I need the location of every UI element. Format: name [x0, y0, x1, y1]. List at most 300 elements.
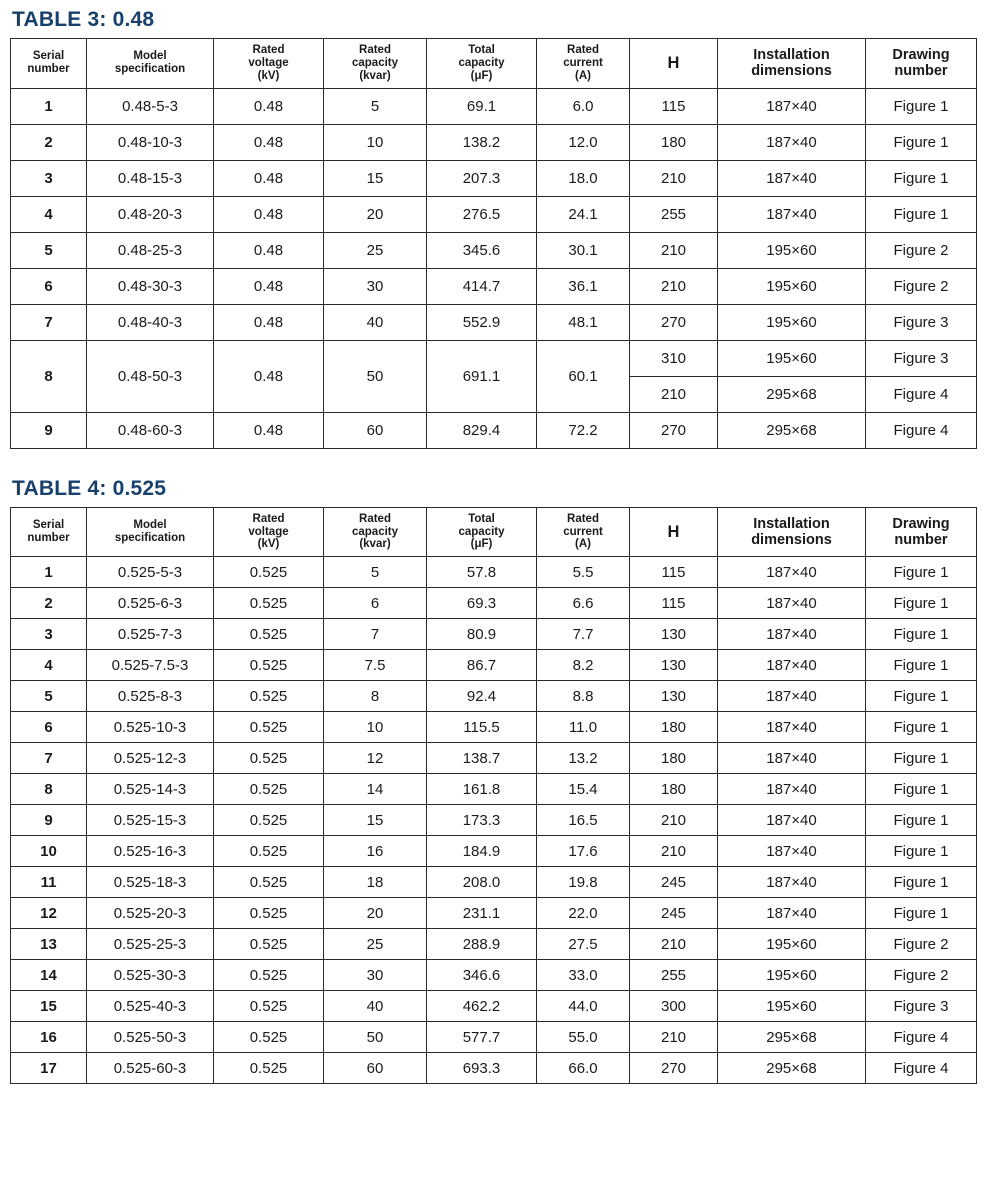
cell-drawing: Figure 1	[866, 124, 977, 160]
cell-drawing: Figure 4	[866, 412, 977, 448]
cell-serial: 4	[11, 196, 87, 232]
header-line: Installation	[753, 515, 830, 532]
cell-installation: 187×40	[718, 557, 866, 588]
cell-total-capacity: 92.4	[427, 681, 537, 712]
cell-total-capacity: 691.1	[427, 340, 537, 412]
cell-voltage: 0.525	[214, 1022, 324, 1053]
cell-installation: 187×40	[718, 681, 866, 712]
cell-model: 0.48-40-3	[87, 304, 214, 340]
table-row	[11, 619, 977, 650]
cell-voltage: 0.48	[214, 412, 324, 448]
table-row	[11, 681, 977, 712]
cell-serial: 7	[11, 743, 87, 774]
cell-height: 245	[630, 898, 718, 929]
cell-capacity: 6	[324, 588, 427, 619]
cell-model: 0.525-25-3	[87, 929, 214, 960]
cell-capacity: 30	[324, 960, 427, 991]
table-row	[11, 340, 977, 376]
cell-total-capacity: 462.2	[427, 991, 537, 1022]
cell-model: 0.525-5-3	[87, 557, 214, 588]
cell-total-capacity: 86.7	[427, 650, 537, 681]
cell-current: 19.8	[537, 867, 630, 898]
table-row	[11, 836, 977, 867]
cell-drawing: Figure 1	[866, 681, 977, 712]
cell-total-capacity: 288.9	[427, 929, 537, 960]
header-rated-capacity	[324, 39, 427, 89]
cell-current: 6.6	[537, 588, 630, 619]
cell-capacity: 60	[324, 1053, 427, 1084]
table-row	[11, 160, 977, 196]
cell-installation: 187×40	[718, 712, 866, 743]
cell-serial: 5	[11, 681, 87, 712]
cell-model: 0.48-10-3	[87, 124, 214, 160]
cell-capacity: 7.5	[324, 650, 427, 681]
header-height	[630, 507, 718, 557]
cell-installation: 187×40	[718, 124, 866, 160]
cell-serial: 10	[11, 836, 87, 867]
cell-capacity: 20	[324, 196, 427, 232]
cell-drawing: Figure 2	[866, 232, 977, 268]
cell-current: 60.1	[537, 340, 630, 412]
cell-total-capacity: 80.9	[427, 619, 537, 650]
cell-drawing: Figure 1	[866, 898, 977, 929]
cell-serial: 17	[11, 1053, 87, 1084]
cell-current: 11.0	[537, 712, 630, 743]
cell-current: 22.0	[537, 898, 630, 929]
table-row	[11, 867, 977, 898]
cell-drawing: Figure 2	[866, 929, 977, 960]
header-line: Rated	[567, 44, 599, 56]
header-line: (kvar)	[359, 538, 391, 551]
table-row	[11, 712, 977, 743]
cell-serial: 3	[11, 619, 87, 650]
cell-drawing: Figure 1	[866, 160, 977, 196]
header-rated-voltage	[214, 507, 324, 557]
cell-height: 270	[630, 412, 718, 448]
cell-current: 66.0	[537, 1053, 630, 1084]
cell-drawing: Figure 1	[866, 619, 977, 650]
cell-height: 180	[630, 743, 718, 774]
cell-height: 210	[630, 160, 718, 196]
cell-voltage: 0.525	[214, 681, 324, 712]
cell-current: 24.1	[537, 196, 630, 232]
cell-model: 0.525-50-3	[87, 1022, 214, 1053]
cell-model: 0.525-12-3	[87, 743, 214, 774]
cell-serial: 12	[11, 898, 87, 929]
cell-current: 33.0	[537, 960, 630, 991]
cell-total-capacity: 552.9	[427, 304, 537, 340]
header-line: Installation	[753, 47, 830, 64]
cell-current: 16.5	[537, 805, 630, 836]
cell-voltage: 0.525	[214, 557, 324, 588]
header-line: number	[27, 531, 70, 544]
header-line: (kvar)	[359, 69, 391, 82]
cell-model: 0.525-14-3	[87, 774, 214, 805]
cell-height: 180	[630, 712, 718, 743]
cell-height: 180	[630, 774, 718, 805]
cell-total-capacity: 69.1	[427, 88, 537, 124]
table-4-header-row	[11, 507, 977, 557]
cell-height: 270	[630, 1053, 718, 1084]
table-row	[11, 232, 977, 268]
cell-voltage: 0.525	[214, 960, 324, 991]
cell-installation: 195×60	[718, 991, 866, 1022]
header-line: Rated	[359, 44, 391, 56]
cell-height: 210	[630, 232, 718, 268]
cell-serial: 16	[11, 1022, 87, 1053]
table-row	[11, 124, 977, 160]
header-rated-current	[537, 39, 630, 89]
cell-capacity: 60	[324, 412, 427, 448]
cell-drawing: Figure 4	[866, 1022, 977, 1053]
table-row	[11, 1022, 977, 1053]
cell-installation: 187×40	[718, 743, 866, 774]
table-row	[11, 960, 977, 991]
cell-installation: 295×68	[718, 1053, 866, 1084]
cell-current: 30.1	[537, 232, 630, 268]
table-4-title: TABLE 4: 0.525	[12, 476, 167, 500]
cell-serial: 8	[11, 340, 87, 412]
header-line: number	[894, 63, 948, 80]
header-line: H	[667, 54, 680, 73]
cell-height: 210	[630, 805, 718, 836]
cell-serial: 5	[11, 232, 87, 268]
cell-installation: 295×68	[718, 412, 866, 448]
cell-voltage: 0.525	[214, 1053, 324, 1084]
table-3-header-row	[11, 39, 977, 89]
header-line: Rated	[567, 512, 599, 525]
header-line: number	[27, 63, 70, 76]
table-3-title: TABLE 3: 0.48	[12, 8, 155, 31]
cell-installation: 187×40	[718, 774, 866, 805]
table-row	[11, 650, 977, 681]
cell-installation: 195×60	[718, 929, 866, 960]
cell-voltage: 0.48	[214, 268, 324, 304]
cell-drawing: Figure 1	[866, 588, 977, 619]
cell-drawing: Figure 3	[866, 991, 977, 1022]
cell-serial: 2	[11, 588, 87, 619]
header-serial-number	[11, 507, 87, 557]
header-line: (kV)	[257, 538, 280, 551]
cell-serial: 4	[11, 650, 87, 681]
header-line: specification	[114, 63, 186, 76]
cell-total-capacity: 208.0	[427, 867, 537, 898]
cell-model: 0.525-40-3	[87, 991, 214, 1022]
cell-capacity: 25	[324, 929, 427, 960]
cell-voltage: 0.525	[214, 898, 324, 929]
cell-drawing: Figure 1	[866, 867, 977, 898]
cell-height: 115	[630, 557, 718, 588]
cell-drawing: Figure 2	[866, 960, 977, 991]
header-line: Drawing	[892, 47, 950, 64]
cell-serial: 2	[11, 124, 87, 160]
cell-model: 0.525-10-3	[87, 712, 214, 743]
table-row	[11, 991, 977, 1022]
cell-installation: 187×40	[718, 867, 866, 898]
header-line: (kV)	[257, 69, 280, 82]
cell-serial: 15	[11, 991, 87, 1022]
cell-installation: 187×40	[718, 88, 866, 124]
cell-total-capacity: 276.5	[427, 196, 537, 232]
table-row	[11, 898, 977, 929]
header-line: Serial	[32, 50, 65, 63]
cell-installation: 195×60	[718, 304, 866, 340]
header-line: capacity	[351, 525, 399, 538]
cell-total-capacity: 207.3	[427, 160, 537, 196]
cell-serial: 6	[11, 712, 87, 743]
cell-model: 0.48-5-3	[87, 88, 214, 124]
header-line: capacity	[458, 56, 505, 69]
cell-installation: 187×40	[718, 160, 866, 196]
header-line: Model	[133, 519, 167, 532]
cell-total-capacity: 115.5	[427, 712, 537, 743]
cell-height: 115	[630, 588, 718, 619]
cell-drawing: Figure 3	[866, 340, 977, 376]
header-line: (μF)	[470, 69, 493, 82]
cell-installation: 195×60	[718, 960, 866, 991]
cell-serial: 3	[11, 160, 87, 196]
header-rated-current	[537, 507, 630, 557]
cell-voltage: 0.525	[214, 712, 324, 743]
header-line: capacity	[351, 56, 399, 69]
cell-capacity: 30	[324, 268, 427, 304]
cell-model: 0.48-50-3	[87, 340, 214, 412]
cell-capacity: 5	[324, 88, 427, 124]
cell-current: 8.8	[537, 681, 630, 712]
cell-capacity: 12	[324, 743, 427, 774]
cell-total-capacity: 138.7	[427, 743, 537, 774]
cell-model: 0.48-30-3	[87, 268, 214, 304]
cell-total-capacity: 173.3	[427, 805, 537, 836]
cell-total-capacity: 693.3	[427, 1053, 537, 1084]
cell-drawing: Figure 1	[866, 712, 977, 743]
cell-drawing: Figure 1	[866, 836, 977, 867]
cell-model: 0.48-60-3	[87, 412, 214, 448]
header-line: current	[563, 525, 603, 538]
cell-drawing: Figure 1	[866, 774, 977, 805]
cell-installation: 195×60	[718, 232, 866, 268]
cell-serial: 8	[11, 774, 87, 805]
cell-drawing: Figure 4	[866, 376, 977, 412]
cell-capacity: 7	[324, 619, 427, 650]
cell-installation: 187×40	[718, 805, 866, 836]
header-installation-dimensions	[718, 39, 866, 89]
cell-capacity: 18	[324, 867, 427, 898]
cell-model: 0.525-7.5-3	[87, 650, 214, 681]
header-line: voltage	[248, 56, 289, 69]
cell-current: 36.1	[537, 268, 630, 304]
table-row	[11, 412, 977, 448]
cell-current: 72.2	[537, 412, 630, 448]
header-line: capacity	[458, 525, 505, 538]
cell-model: 0.525-18-3	[87, 867, 214, 898]
cell-current: 15.4	[537, 774, 630, 805]
cell-total-capacity: 577.7	[427, 1022, 537, 1053]
header-line: Drawing	[892, 515, 950, 532]
header-line: (μF)	[470, 538, 493, 551]
table-row	[11, 268, 977, 304]
cell-drawing: Figure 1	[866, 743, 977, 774]
cell-capacity: 40	[324, 991, 427, 1022]
header-model-specification	[87, 39, 214, 89]
cell-capacity: 50	[324, 340, 427, 412]
cell-height: 310	[630, 340, 718, 376]
table-row	[11, 304, 977, 340]
cell-height: 270	[630, 304, 718, 340]
cell-model: 0.525-20-3	[87, 898, 214, 929]
cell-voltage: 0.48	[214, 196, 324, 232]
header-line: (A)	[575, 538, 591, 551]
cell-drawing: Figure 3	[866, 304, 977, 340]
table-row	[11, 588, 977, 619]
cell-voltage: 0.525	[214, 805, 324, 836]
cell-capacity: 10	[324, 712, 427, 743]
cell-voltage: 0.525	[214, 619, 324, 650]
cell-drawing: Figure 2	[866, 268, 977, 304]
cell-height: 245	[630, 867, 718, 898]
cell-model: 0.525-6-3	[87, 588, 214, 619]
cell-total-capacity: 57.8	[427, 557, 537, 588]
cell-voltage: 0.525	[214, 588, 324, 619]
cell-model: 0.48-25-3	[87, 232, 214, 268]
cell-drawing: Figure 1	[866, 88, 977, 124]
cell-total-capacity: 829.4	[427, 412, 537, 448]
cell-current: 27.5	[537, 929, 630, 960]
header-height	[630, 39, 718, 89]
header-line: (A)	[575, 69, 591, 82]
cell-capacity: 15	[324, 805, 427, 836]
cell-height: 300	[630, 991, 718, 1022]
cell-current: 6.0	[537, 88, 630, 124]
header-line: current	[563, 56, 603, 69]
header-line: specification	[114, 531, 186, 544]
header-installation-dimensions	[718, 507, 866, 557]
cell-voltage: 0.525	[214, 867, 324, 898]
cell-voltage: 0.48	[214, 340, 324, 412]
cell-capacity: 25	[324, 232, 427, 268]
cell-voltage: 0.48	[214, 304, 324, 340]
cell-voltage: 0.48	[214, 160, 324, 196]
cell-model: 0.525-7-3	[87, 619, 214, 650]
header-model-specification	[87, 507, 214, 557]
cell-voltage: 0.48	[214, 232, 324, 268]
cell-installation: 187×40	[718, 619, 866, 650]
cell-installation: 187×40	[718, 836, 866, 867]
header-total-capacity	[427, 39, 537, 89]
cell-installation: 187×40	[718, 898, 866, 929]
cell-current: 12.0	[537, 124, 630, 160]
header-line: number	[894, 531, 948, 548]
table-row	[11, 743, 977, 774]
cell-height: 210	[630, 836, 718, 867]
cell-installation: 195×60	[718, 268, 866, 304]
table-4	[10, 507, 977, 1085]
cell-current: 8.2	[537, 650, 630, 681]
cell-current: 55.0	[537, 1022, 630, 1053]
cell-voltage: 0.525	[214, 836, 324, 867]
cell-model: 0.48-15-3	[87, 160, 214, 196]
table-row	[11, 557, 977, 588]
cell-total-capacity: 69.3	[427, 588, 537, 619]
cell-drawing: Figure 4	[866, 1053, 977, 1084]
cell-capacity: 20	[324, 898, 427, 929]
header-line: H	[667, 522, 680, 541]
cell-current: 13.2	[537, 743, 630, 774]
cell-capacity: 16	[324, 836, 427, 867]
cell-total-capacity: 414.7	[427, 268, 537, 304]
cell-height: 180	[630, 124, 718, 160]
cell-serial: 7	[11, 304, 87, 340]
cell-height: 130	[630, 681, 718, 712]
cell-voltage: 0.525	[214, 774, 324, 805]
cell-height: 210	[630, 376, 718, 412]
cell-voltage: 0.525	[214, 991, 324, 1022]
header-line: Rated	[252, 512, 285, 525]
cell-serial: 13	[11, 929, 87, 960]
cell-height: 210	[630, 1022, 718, 1053]
cell-total-capacity: 161.8	[427, 774, 537, 805]
cell-drawing: Figure 1	[866, 557, 977, 588]
header-line: Serial	[32, 519, 65, 532]
cell-current: 48.1	[537, 304, 630, 340]
table-row	[11, 88, 977, 124]
header-line: Rated	[359, 512, 391, 525]
cell-height: 130	[630, 619, 718, 650]
cell-installation: 187×40	[718, 588, 866, 619]
cell-model: 0.525-8-3	[87, 681, 214, 712]
cell-serial: 11	[11, 867, 87, 898]
table-row	[11, 1053, 977, 1084]
header-line: Total	[468, 512, 495, 525]
header-serial-number	[11, 39, 87, 89]
cell-height: 255	[630, 196, 718, 232]
cell-height: 255	[630, 960, 718, 991]
cell-capacity: 15	[324, 160, 427, 196]
cell-model: 0.48-20-3	[87, 196, 214, 232]
cell-total-capacity: 346.6	[427, 960, 537, 991]
table-row	[11, 929, 977, 960]
cell-installation: 187×40	[718, 196, 866, 232]
header-line: Rated	[252, 44, 285, 56]
cell-capacity: 8	[324, 681, 427, 712]
cell-serial: 9	[11, 412, 87, 448]
header-drawing-number	[866, 39, 977, 89]
cell-current: 7.7	[537, 619, 630, 650]
cell-total-capacity: 184.9	[427, 836, 537, 867]
header-rated-voltage	[214, 39, 324, 89]
table-row	[11, 196, 977, 232]
header-drawing-number	[866, 507, 977, 557]
cell-height: 210	[630, 268, 718, 304]
header-total-capacity	[427, 507, 537, 557]
cell-height: 130	[630, 650, 718, 681]
cell-capacity: 5	[324, 557, 427, 588]
cell-height: 115	[630, 88, 718, 124]
cell-voltage: 0.525	[214, 650, 324, 681]
header-line: Model	[133, 50, 167, 63]
cell-capacity: 10	[324, 124, 427, 160]
header-line: Total	[468, 44, 495, 56]
header-line: dimensions	[751, 531, 832, 548]
cell-model: 0.525-16-3	[87, 836, 214, 867]
header-rated-capacity	[324, 507, 427, 557]
cell-current: 18.0	[537, 160, 630, 196]
cell-capacity: 14	[324, 774, 427, 805]
cell-total-capacity: 345.6	[427, 232, 537, 268]
cell-voltage: 0.48	[214, 124, 324, 160]
cell-installation: 295×68	[718, 1022, 866, 1053]
cell-voltage: 0.525	[214, 743, 324, 774]
